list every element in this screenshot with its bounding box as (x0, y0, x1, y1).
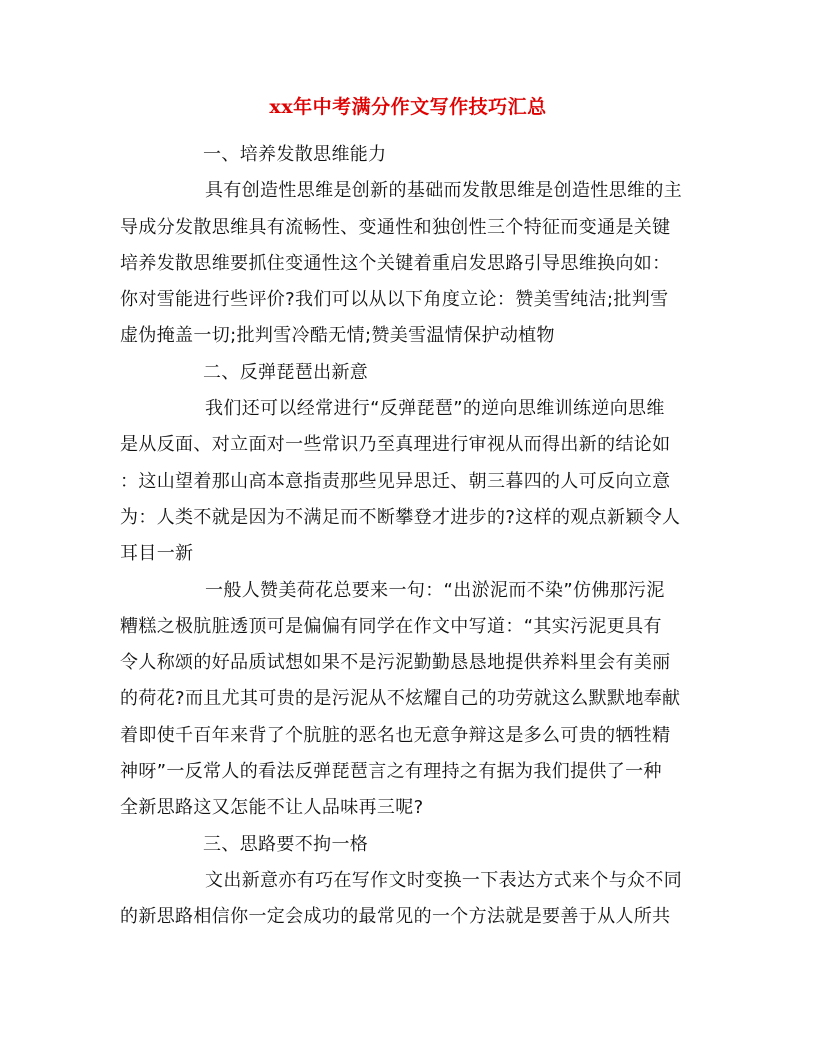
paragraph-line: 令人称颂的好品质试想如果不是污泥勤勤恳恳地提供养料里会有美丽 (120, 652, 671, 674)
paragraph-line: ：这山望着那山高本意指责那些见异思迁、朝三暮四的人可反向立意 (120, 470, 671, 492)
paragraph-line: 是从反面、对立面对一些常识乃至真理进行审视从而得出新的结论如 (120, 434, 671, 456)
paragraph-line: 为：人类不就是因为不满足而不断攀登才进步的?这样的观点新颖令人 (120, 506, 681, 528)
paragraph-line: 具有创造性思维是创新的基础而发散思维是创造性思维的主 (205, 180, 683, 202)
paragraph-line: 导成分发散思维具有流畅性、变通性和独创性三个特征而变通是关键 (120, 216, 671, 238)
paragraph-line: 你对雪能进行些评价?我们可以从以下角度立论：赞美雪纯洁;批判雪 (120, 289, 669, 311)
paragraph-line: 虚伪掩盖一切;批判雪冷酷无情;赞美雪温情保护动植物 (120, 325, 555, 347)
paragraph-line: 着即使千百年来背了个肮脏的恶名也无意争辩这是多么可贵的牺牲精 (120, 724, 671, 746)
paragraph-line: 的荷花?而且尤其可贵的是污泥从不炫耀自己的功劳就这么默默地奉献 (120, 688, 681, 710)
paragraph-line: 一般人赞美荷花总要来一句：“出淤泥而不染”仿佛那污泥 (205, 579, 665, 601)
paragraph-line: 耳目一新 (120, 543, 194, 565)
paragraph-line: 糟糕之极肮脏透顶可是偏偏有同学在作文中写道：“其实污泥更具有 (120, 615, 662, 637)
document-title: xx年中考满分作文写作技巧汇总 (269, 96, 547, 118)
section-heading: 二、反弹琵琶出新意 (203, 361, 369, 383)
section-heading: 一、培养发散思维能力 (203, 144, 387, 165)
paragraph-line: 我们还可以经常进行“反弹琵琶”的逆向思维训练逆向思维 (205, 398, 665, 420)
paragraph-line: 神呀”一反常人的看法反弹琵琶言之有理持之有据为我们提供了一种 (120, 761, 662, 783)
paragraph-line: 培养发散思维要抓住变通性这个关键着重启发思路引导思维换向如： (120, 252, 671, 274)
paragraph-line: 的新思路相信你一定会成功的最常见的一个方法就是要善于从人所共 (120, 906, 671, 928)
document-body (120, 137, 696, 936)
paragraph-line: 全新思路这又怎能不让人品味再三呢? (120, 797, 424, 819)
section-heading: 三、思路要不拘一格 (203, 833, 369, 855)
paragraph-line: 文出新意亦有巧在写作文时变换一下表达方式来个与众不同 (205, 869, 683, 891)
